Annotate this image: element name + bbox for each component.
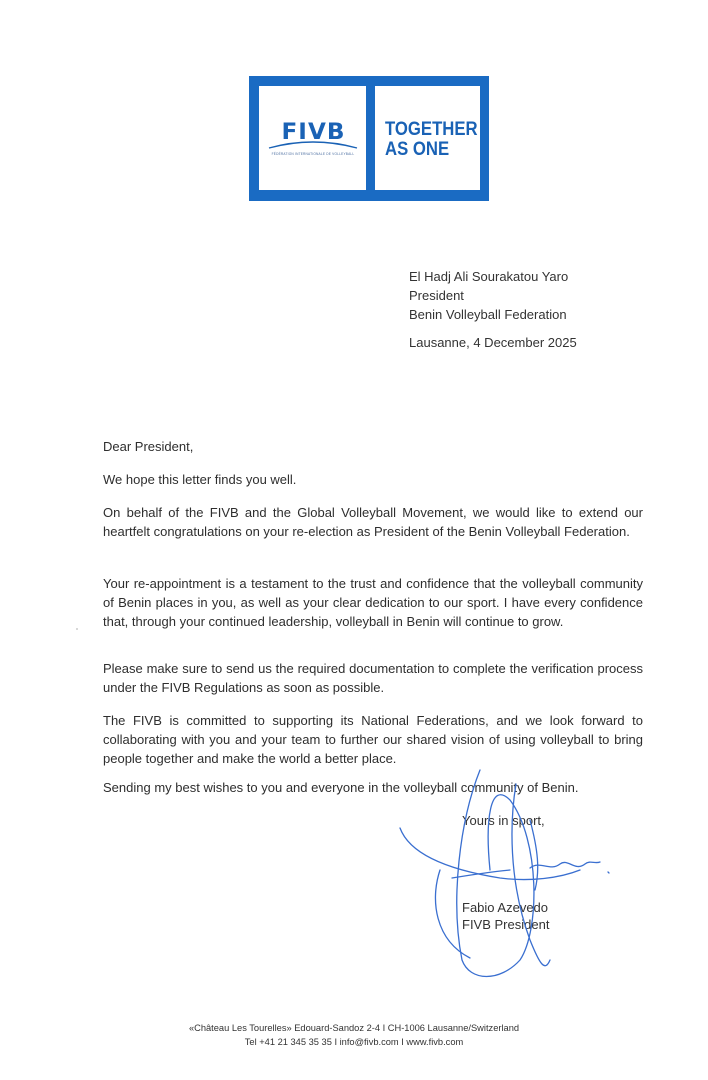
paragraph: We hope this letter finds you well. (103, 472, 297, 487)
closing: Yours in sport, (462, 813, 545, 828)
footer-contact: Tel +41 21 345 35 35 I info@fivb.com I www.fivb.com (244, 1037, 464, 1047)
date-line: Lausanne, 4 December 2025 (409, 335, 577, 350)
paragraph: Sending my best wishes to you and everyone in the volleyball community of Benin. (103, 780, 579, 795)
paragraph: Your re-appointment is a testament to the trust and confidence that the volleyball community of Benin places in you, as well as your clear dedication to our sport. I have every confidence that, through your continued leadership, volleyball in Benin will continue to grow. (103, 576, 643, 629)
footer (0, 1021, 708, 1049)
fivb-subtitle: FÉDÉRATION INTERNATIONALE DE VOLLEYBALL (271, 152, 355, 156)
recipient-name: El Hadj Ali Sourakatou Yaro (409, 269, 569, 284)
handwritten-signature (390, 760, 630, 990)
fivb-together-as-one-logo (249, 76, 489, 201)
tagline-panel (375, 86, 480, 190)
paragraph: The FIVB is committed to supporting its National Federations, and we look forward to collaborating with you and your team to further our shared vision of using volleyball to bring people together and make the world a better place. (103, 713, 643, 766)
recipient-organization: Benin Volleyball Federation (409, 307, 567, 322)
footer-address: «Château Les Tourelles» Edouard-Sandoz 2-4 I CH-1006 Lausanne/Switzerland (188, 1023, 520, 1033)
fivb-wordmark: FIVB (281, 120, 346, 145)
fivb-logo-panel (259, 86, 366, 190)
recipient-title: President (409, 288, 464, 303)
signatory-name: Fabio Azevedo (462, 900, 549, 915)
signatory-title: FIVB President (462, 917, 550, 932)
salutation: Dear President, (103, 439, 194, 454)
recipient-block (409, 267, 568, 324)
tagline-line-2: AS ONE (385, 139, 450, 160)
paragraph: On behalf of the FIVB and the Global Volleyball Movement, we would like to extend our heartfelt congratulations on your re-election as President of the Benin Volleyball Federation. (103, 505, 643, 539)
paragraph: Please make sure to send us the required documentation to complete the verification process under the FIVB Regulations as soon as possible. (103, 661, 643, 695)
tagline-line-1: TOGETHER (385, 119, 478, 140)
tagline (385, 120, 478, 160)
fivb-arc-icon (267, 138, 359, 150)
scan-speck (76, 628, 78, 630)
